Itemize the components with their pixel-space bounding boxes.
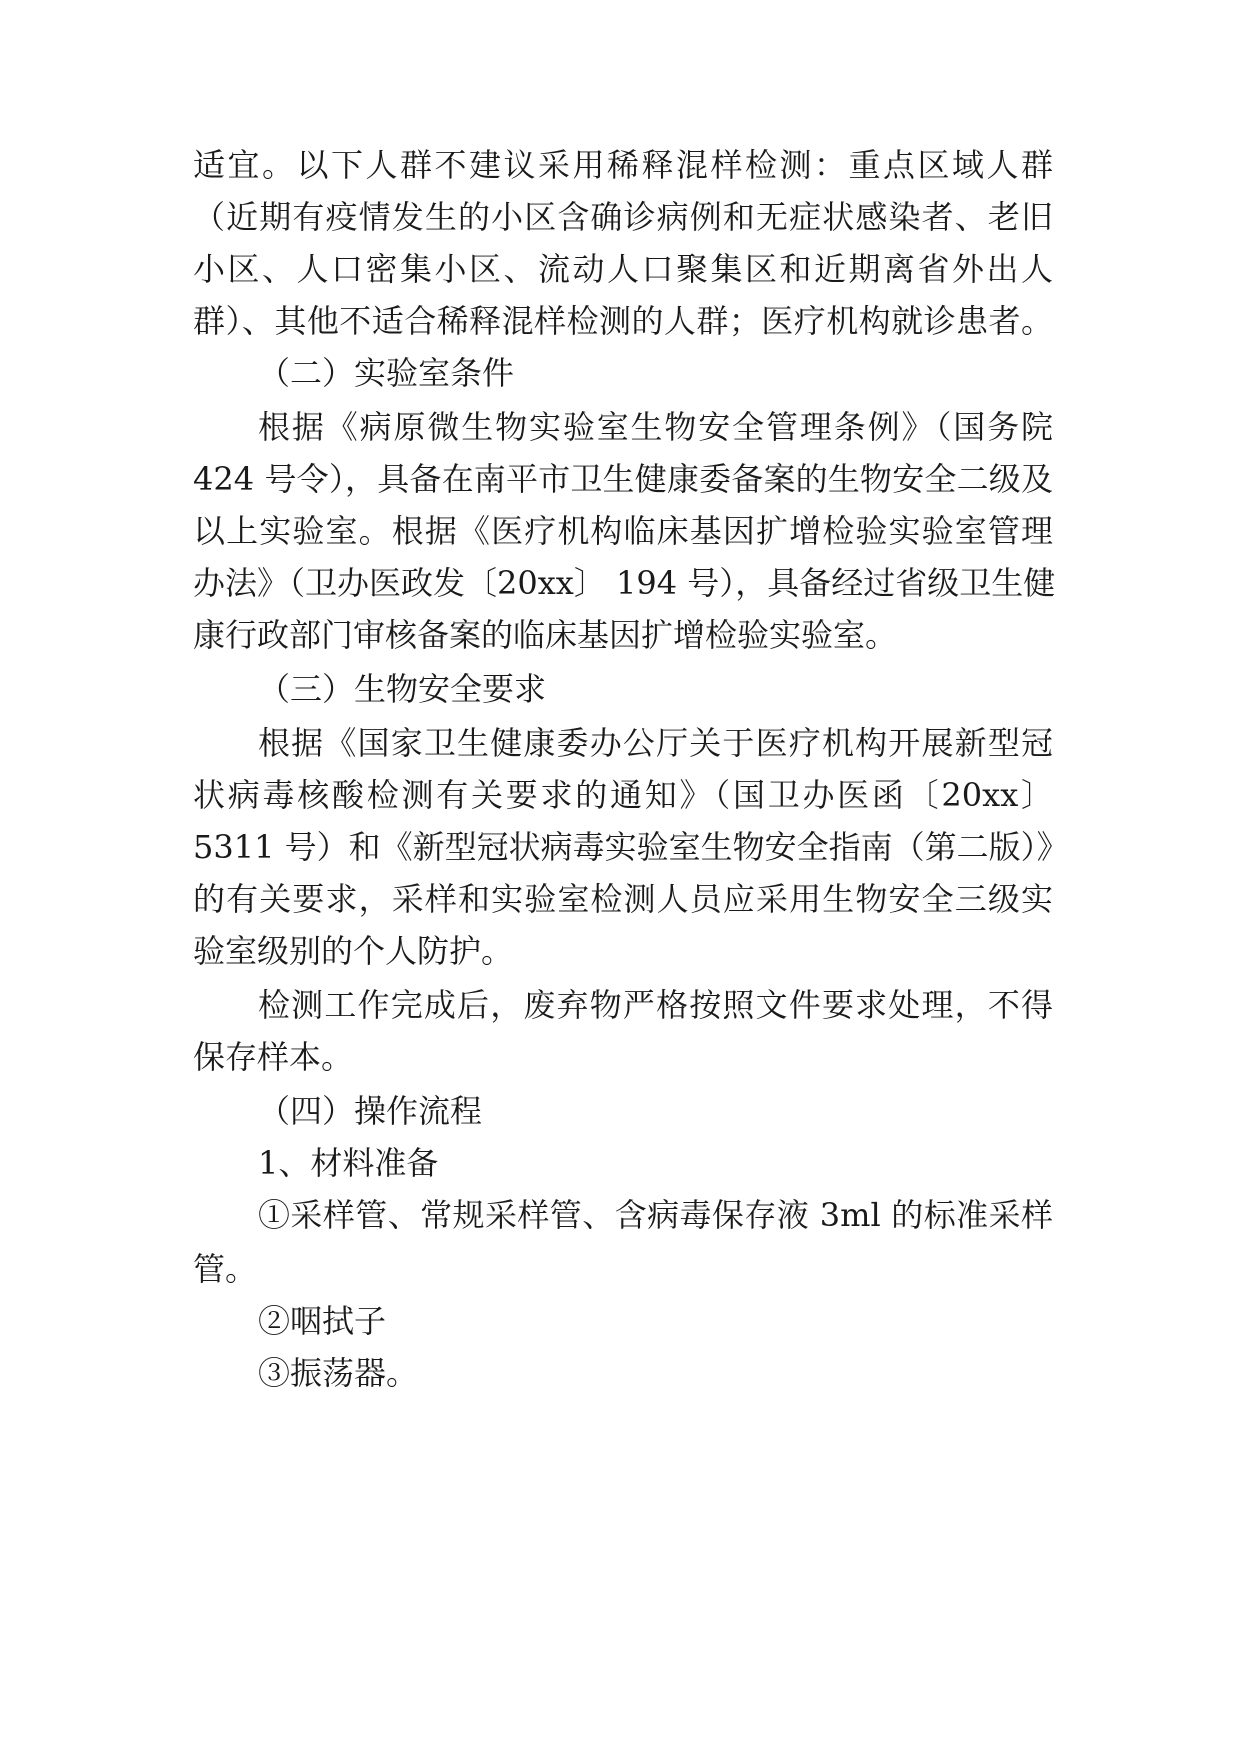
paragraph-line: 康行政部门审核备案的临床基因扩增检验实验室。 bbox=[193, 616, 898, 654]
list-item: ①采样管、常规采样管、含病毒保存液 3ml 的标准采样 bbox=[258, 1196, 1053, 1234]
section-heading: （三）生物安全要求 bbox=[258, 670, 547, 708]
paragraph-line: 管。 bbox=[193, 1250, 258, 1288]
paragraph-line: 适宜。以下人群不建议采用稀释混样检测：重点区域人群 bbox=[193, 146, 1053, 184]
paragraph-line: 5311 号）和《新型冠状病毒实验室生物安全指南（第二版）》 bbox=[193, 828, 1069, 866]
paragraph-line: 根据《病原微生物实验室生物安全管理条例》（国务院 bbox=[258, 408, 1053, 446]
section-heading: （二）实验室条件 bbox=[258, 354, 515, 392]
paragraph-line: 状病毒核酸检测有关要求的通知》（国卫办医函〔20xx〕 bbox=[193, 776, 1053, 814]
paragraph-line: 以上实验室。根据《医疗机构临床基因扩增检验实验室管理 bbox=[193, 512, 1053, 550]
paragraph-line: 根据《国家卫生健康委办公厅关于医疗机构开展新型冠 bbox=[258, 724, 1053, 762]
paragraph-line: 的有关要求，采样和实验室检测人员应采用生物安全三级实 bbox=[193, 880, 1053, 918]
paragraph-line: 小区、人口密集小区、流动人口聚集区和近期离省外出人 bbox=[193, 250, 1053, 288]
section-heading: （四）操作流程 bbox=[258, 1092, 483, 1130]
paragraph-line: 检测工作完成后，废弃物严格按照文件要求处理，不得 bbox=[258, 986, 1053, 1024]
paragraph-line: 群）、其他不适合稀释混样检测的人群；医疗机构就诊患者。 bbox=[193, 302, 1053, 340]
paragraph-line: 办法》（卫办医政发〔20xx〕 194 号），具备经过省级卫生健 bbox=[193, 564, 1056, 602]
subsection-heading: 1、材料准备 bbox=[258, 1144, 439, 1182]
paragraph-line: （近期有疫情发生的小区含确诊病例和无症状感染者、老旧 bbox=[193, 198, 1053, 236]
paragraph-line: 验室级别的个人防护。 bbox=[193, 932, 514, 970]
paragraph-line: 424 号令），具备在南平市卫生健康委备案的生物安全二级及 bbox=[193, 460, 1053, 498]
paragraph-line: 保存样本。 bbox=[193, 1038, 354, 1076]
list-item: ②咽拭子 bbox=[258, 1302, 387, 1340]
list-item: ③振荡器。 bbox=[258, 1354, 419, 1392]
